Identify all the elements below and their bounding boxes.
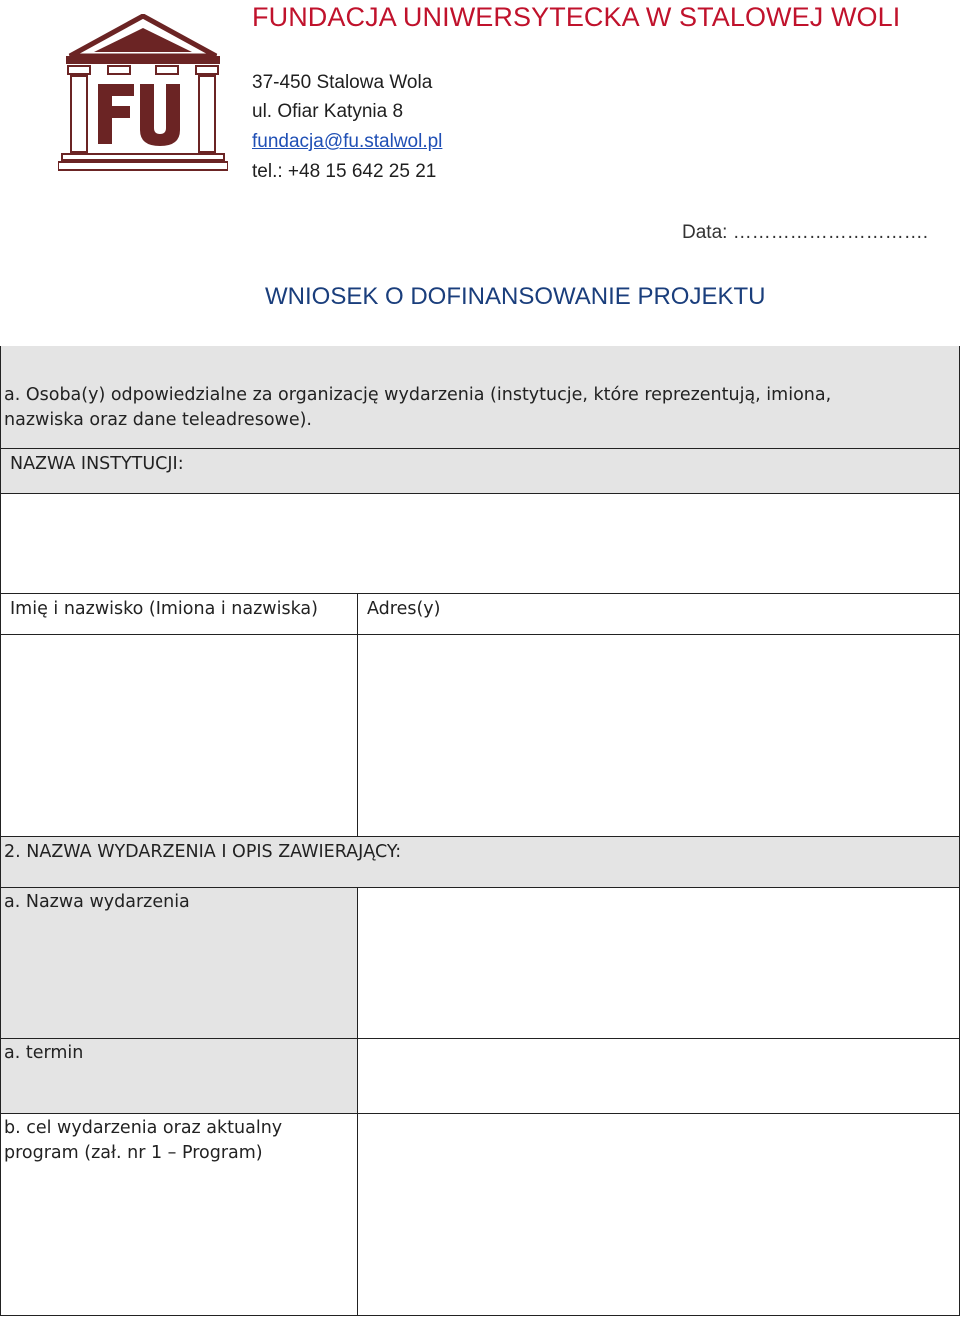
address-input-cell[interactable] bbox=[357, 634, 960, 837]
phone-number: tel.: +48 15 642 25 21 bbox=[252, 161, 437, 182]
institution-label: NAZWA INSTYTUCJI: bbox=[10, 454, 184, 474]
name-label: Imię i nazwisko (Imiona i nazwiska) bbox=[10, 599, 318, 619]
institution-input-cell[interactable] bbox=[0, 493, 960, 594]
goal-input-cell[interactable] bbox=[357, 1113, 960, 1316]
date-field[interactable]: Data: …………………………. bbox=[682, 222, 928, 243]
email-link[interactable]: fundacja@fu.stalwol.pl bbox=[252, 131, 443, 152]
term-input-cell[interactable] bbox=[357, 1038, 960, 1114]
event-name-label: a. Nazwa wydarzenia bbox=[4, 892, 190, 912]
event-name-input-cell[interactable] bbox=[357, 887, 960, 1039]
goal-label: b. cel wydarzenia oraz aktualny program (zał. nr 1 – Program) bbox=[4, 1118, 283, 1163]
logo-text: FU bbox=[143, 172, 145, 173]
section2-heading: 2. NAZWA WYDARZENIA I OPIS ZAWIERAJĄCY: bbox=[4, 842, 402, 862]
address-label-cell bbox=[357, 593, 960, 635]
term-label: a. termin bbox=[4, 1043, 84, 1063]
name-input-cell[interactable] bbox=[0, 634, 358, 837]
address-label: Adres(y) bbox=[367, 599, 441, 619]
section1-description: a. Osoba(y) odpowiedzialne za organizację wydarzenia (instytucje, które reprezentują, imiona, nazwiska oraz dane teleadresowe). bbox=[4, 385, 832, 430]
foundation-logo bbox=[58, 14, 228, 174]
address-line-street: ul. Ofiar Katynia 8 bbox=[252, 101, 404, 122]
form-title: WNIOSEK O DOFINANSOWANIE PROJEKTU bbox=[265, 283, 766, 310]
organization-name: FUNDACJA UNIWERSYTECKA W STALOWEJ WOLI bbox=[252, 2, 901, 32]
address-line-postal: 37-450 Stalowa Wola bbox=[252, 72, 433, 93]
